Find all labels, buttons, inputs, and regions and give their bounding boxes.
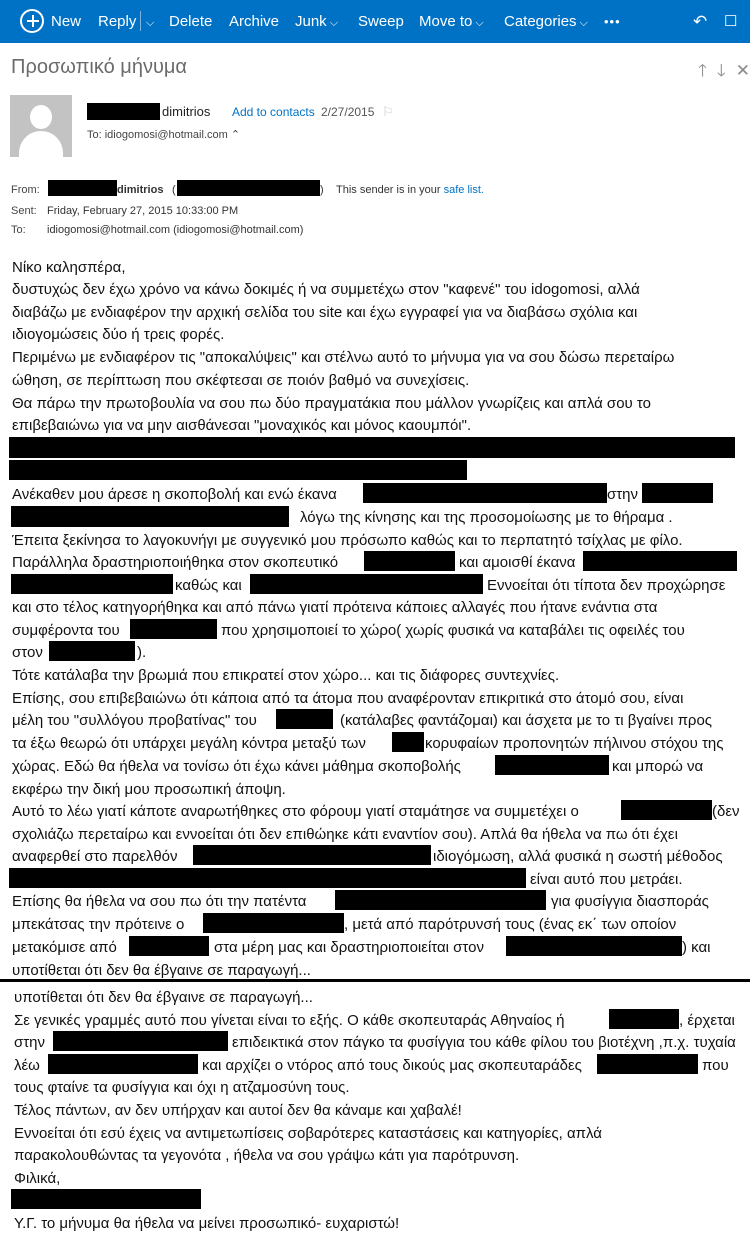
body-line: στην (14, 1034, 46, 1051)
redaction-bar (506, 936, 682, 956)
body-line: σχολιάζω περεταίρω και εννοείται ότι δεν επιθώηκε κάτι εναντίον σου). Απλά θα ήθελα να πω ότι έχει (12, 826, 678, 843)
redaction-bar (9, 868, 526, 888)
arrow-down-icon[interactable]: 🡓 (716, 61, 726, 80)
chevron-down-icon: ⌵ (475, 17, 484, 29)
body-line: που (702, 1057, 729, 1074)
body-line: Τότε κατάλαβα την βρωμιά που επικρατεί στον χώρο... και τις διάφορες συντεχνίες. (12, 667, 560, 684)
redaction-bar (9, 437, 735, 458)
body-line: (κατάλαβες φαντάζομαι) και άσχετα με το τι βγαίνει προς (340, 712, 713, 729)
body-line: λόγω της κίνησης και της προσομοίωσης με το θήραμα . (300, 509, 673, 526)
undo-icon[interactable]: ↶ (693, 12, 708, 31)
body-line: ) και (682, 939, 711, 956)
redaction-bar (87, 103, 160, 120)
body-line: ιδιογομώσεις δύο ή τρεις φορές. (12, 326, 225, 343)
categories-button[interactable]: Categories ⌵ (504, 13, 588, 30)
sent-value: Friday, February 27, 2015 10:33:00 PM (47, 205, 239, 217)
body-line: μέλη του "συλλόγου προβατίνας" του (12, 712, 257, 729)
body-line: στην (607, 486, 639, 503)
more-icon[interactable]: ••• (604, 14, 621, 29)
redaction-bar (621, 800, 712, 820)
from-name: dimitrios (117, 184, 164, 196)
redaction-bar (129, 936, 209, 956)
archive-button[interactable]: Archive (229, 13, 280, 30)
chat-icon[interactable]: ☐ (724, 13, 738, 30)
body-line: παρακολουθώντας τα γεγονότα , ήθελα να σου γράψω κάτι για παρότρυνση. (14, 1147, 520, 1164)
chevron-down-icon: ⌵ (146, 17, 155, 29)
person-icon (30, 105, 52, 129)
reply-button[interactable]: Reply (98, 13, 137, 30)
redaction-bar (363, 483, 607, 503)
body-line: Επίσης θα ήθελα να σου πω ότι την πατέντα (12, 893, 307, 910)
body-line: Τέλος πάντων, αν δεν υπήρχαν και αυτοί δεν θα κάναμε και χαβαλέ! (14, 1102, 462, 1119)
body-line: που χρησιμοποιεί το χώρο( χωρίς φυσικά να καταβάλει τις οφειλές του (221, 622, 685, 639)
redaction-bar (130, 619, 217, 639)
body-line: ώθηση, σε περίπτωση που σκέφτεσαι σε ποιόν βαθμό να συνεχίσεις. (12, 372, 470, 389)
body-line: και αρχίζει ο ντόρος από τους δικούς μας σκοπευταράδες (202, 1057, 582, 1074)
redaction-bar (48, 1054, 198, 1074)
body-line: Αυτό το λέω γιατί κάποτε αναρωτήθηκες στο φόρουμ γιατί σταμάτησε να συμμετέχει ο (12, 803, 579, 820)
body-line: και μπορώ να (612, 758, 704, 775)
move-to-button[interactable]: Move to ⌵ (419, 13, 484, 30)
junk-button[interactable]: Junk ⌵ (295, 13, 339, 30)
redaction-bar (49, 641, 135, 661)
redaction-bar (597, 1054, 698, 1074)
body-line: Έπειτα ξεκίνησα το λαγοκυνήγι με συγγενικό μου πρόσωπο καθώς και το περπατητό τσίχλας με φίλο. (12, 532, 683, 549)
chevron-down-icon: ⌵ (329, 17, 339, 29)
body-line: Εννοείται ότι τίποτα δεν προχώρησε (487, 577, 726, 594)
body-line: Σε γενικές γραμμές αυτό που γίνεται είναι το εξής. Ο κάθε σκοπευταράς Αθηναίος ή (14, 1012, 565, 1029)
body-line: λέω (14, 1057, 40, 1074)
body-line: Περιμένω με ενδιαφέρον τις "αποκαλύψεις" και στέλνω αυτό το μήνυμα για να σου δώσω περεταίρω (12, 349, 675, 366)
flag-icon[interactable]: ⚐ (382, 104, 394, 119)
body-line: μπεκάτσας την πρότεινε ο (12, 916, 185, 933)
from-paren-close: ) (320, 184, 324, 196)
sweep-button[interactable]: Sweep (358, 13, 404, 30)
reply-dropdown[interactable] (143, 0, 154, 43)
chevron-down-icon: ⌵ (579, 17, 588, 29)
body-line: Παράλληλα δραστηριοποιήθηκα στον σκοπευτικό (12, 554, 339, 571)
message-date: 2/27/2015 (321, 105, 375, 119)
redaction-bar (11, 506, 289, 527)
safe-sender-notice: This sender is in your safe list. (336, 184, 484, 196)
body-line: στον (12, 644, 43, 661)
body-line: Φιλικά, (14, 1170, 61, 1187)
recipient-line[interactable]: To: idiogomosi@hotmail.com ⌃ (87, 129, 241, 141)
to-value: idiogomosi@hotmail.com (idiogomosi@hotmail.com) (47, 224, 304, 236)
message-subject: Προσωπικό μήνυμα (11, 56, 187, 78)
body-line: τους φταίνε τα φυσίγγια και όχι η ατζαμοσύνη τους. (14, 1079, 350, 1096)
add-to-contacts-link[interactable]: Add to contacts (232, 105, 315, 119)
redaction-bar (335, 890, 546, 910)
body-line: αναφερθεί στο παρελθόν (12, 848, 178, 865)
body-line: για φυσίγγια διασποράς (551, 893, 709, 910)
redaction-bar (11, 574, 173, 594)
redaction-bar (392, 732, 424, 752)
sender-name: dimitrios (162, 104, 211, 119)
body-line: στα μέρη μας και δραστηριοποιείται στον (214, 939, 484, 956)
safe-list-link[interactable]: safe list. (443, 184, 484, 196)
body-line: επιδεικτικά στον πάγκο τα φυσίγγια του κάθε φίλου του βιοτέχνη ,π.χ. τυχαία (232, 1034, 736, 1051)
sent-label: Sent: (11, 205, 37, 217)
body-line: (δεν (712, 803, 740, 820)
message-nav (688, 58, 750, 87)
new-button[interactable]: New (10, 0, 82, 43)
plus-icon (20, 9, 44, 33)
redaction-bar (583, 551, 737, 571)
body-line: και αμοισθί έκανα (459, 554, 576, 571)
body-line: Υ.Γ. το μήνυμα θα ήθελα να μείνει προσωπικό- ευχαριστώ! (14, 1215, 400, 1232)
body-line: Θα πάρω την πρωτοβουλία να σου πω δύο πραγματάκια που μάλλον γνωρίζεις και απλά σου το (12, 395, 651, 412)
body-line: ιδιογόμωση, αλλά φυσικά η σωστή μέθοδος (433, 848, 723, 865)
redaction-bar (9, 460, 467, 480)
redaction-bar (203, 913, 344, 933)
body-line: συμφέροντα του (12, 622, 120, 639)
body-line: , μετά από παρότρυνσή τους (ένας εκ΄ των οποίον (344, 916, 677, 933)
body-line: υποτίθεται ότι δεν θα έβγαινε σε παραγωγή... (14, 989, 313, 1006)
body-line: Ανέκαθεν μου άρεσε η σκοποβολή και ενώ έκανα (12, 486, 337, 503)
toolbar (0, 0, 750, 43)
body-line: Εννοείται ότι εσύ έχεις να αντιμετωπίσεις σοβαρότερες καταστάσεις και κατηγορίες, απλά (14, 1125, 602, 1142)
body-line: , έρχεται (679, 1012, 735, 1029)
body-line: χώρας. Εδώ θα ήθελα να τονίσω ότι έχω κάνει μάθημα σκοποβολής (12, 758, 461, 775)
to-label: To: (11, 224, 26, 236)
body-line: κορυφαίων προπονητών πήλινου στόχου της (425, 735, 724, 752)
body-line: δυστυχώς δεν έχω χρόνο να κάνω δοκιμές ή να συμμετέχω στον "καφενέ" του idogomosi, αλλά (12, 281, 640, 298)
redaction-bar (642, 483, 713, 503)
redaction-bar (364, 551, 455, 571)
redaction-bar (53, 1031, 228, 1051)
close-icon[interactable]: ✕ (735, 61, 750, 80)
body-line: Επίσης, σου επιβεβαιώνω ότι κάποια από τα άτομα που αναφέρονταν επικριτικά στο άτομό σου, είναι (12, 690, 684, 707)
body-line: είναι αυτό που μετράει. (530, 871, 683, 888)
redaction-bar (495, 755, 609, 775)
redaction-bar (11, 1189, 201, 1209)
from-label: From: (11, 184, 40, 196)
redaction-bar (177, 180, 320, 196)
body-line: τα έξω θεωρώ ότι υπάρχει μεγάλη κόντρα μεταξύ των (12, 735, 366, 752)
body-line: μετακόμισε από (12, 939, 117, 956)
body-line: εκφέρω την δική μου προσωπική άποψη. (12, 781, 286, 798)
body-line: επιβεβαιώνω για να μην αισθάνεσαι "μοναχικός και μόνος καουμπόι". (12, 417, 472, 434)
body-line: Νίκο καλησπέρα, (12, 259, 126, 276)
arrow-up-icon[interactable]: 🡑 (698, 61, 707, 80)
body-line: ). (137, 644, 147, 661)
divider (140, 11, 141, 31)
redaction-bar (609, 1009, 679, 1029)
redaction-bar (48, 180, 117, 196)
redaction-bar (193, 845, 431, 865)
from-paren-open: ( (172, 184, 176, 196)
body-line: καθώς και (175, 577, 242, 594)
redaction-bar (250, 574, 483, 594)
screenshot-divider (0, 979, 750, 982)
avatar (10, 95, 72, 157)
redaction-bar (276, 709, 333, 729)
body-line: και στο τέλος κατηγορήθηκα και από πάνω γιατί πρότεινα κάποιες αλλαγές που ήτανε ενάντια στα (12, 599, 658, 616)
body-line: υποτίθεται ότι δεν θα έβγαινε σε παραγωγή... (12, 962, 311, 979)
delete-button[interactable]: Delete (169, 13, 213, 30)
body-line: διαβάζω με ενδιαφέρον την αρχική σελίδα του site και έχω εγγραφεί για να διαβάσω σχόλια και (12, 304, 638, 321)
